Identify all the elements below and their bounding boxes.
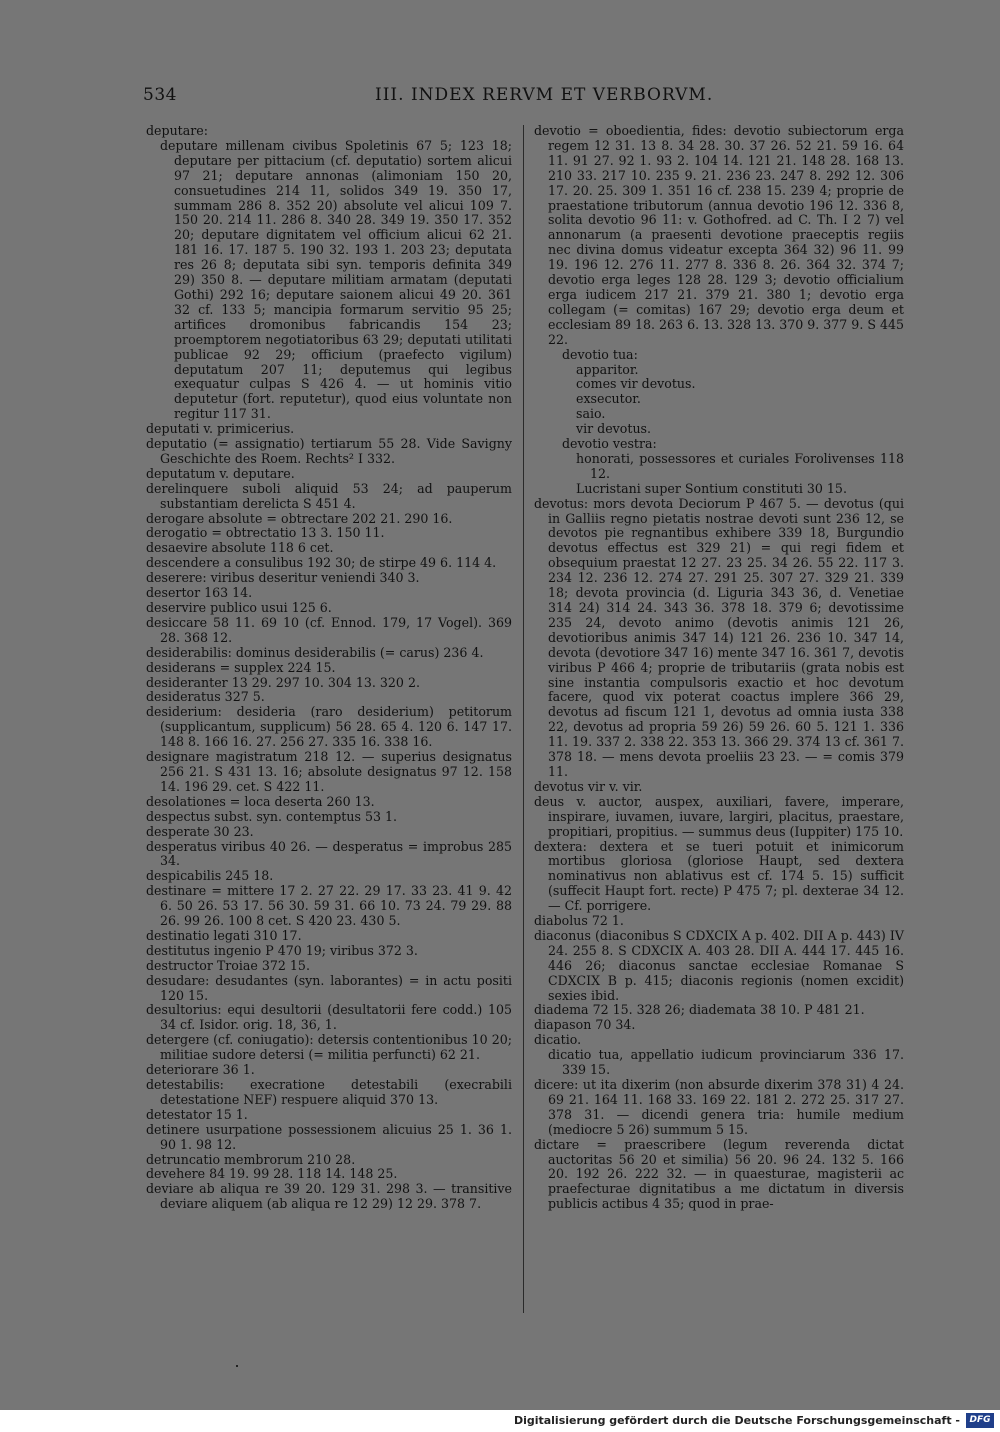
page-header <box>143 85 865 109</box>
index-entry: deviare ab aliqua re 39 20. 129 31. 298 3. — transitive deviare aliquem (ab aliqua re 12 29) 12 29. 378 7. <box>146 1181 512 1212</box>
dfg-logo: DFG <box>966 1413 994 1428</box>
index-entry: devehere 84 19. 99 28. 118 14. 148 25. <box>146 1166 398 1182</box>
index-entry: desiderans = supplex 224 15. <box>146 659 336 675</box>
footer-credit: Digitalisierung gefördert durch die Deutsche Forschungsgemeinschaft - <box>513 1414 960 1427</box>
index-entry: deputare millenam civibus Spoletinis 67 5; 123 18; deputare per pittacium (cf. deputatio) sortem alicui 97 21; deputare annonas (alimoniam 150 20, consuetudines 214 11, solidos 349 19. 350 17, summam 286 8. 352 20) absolute vel alicui 109 7. 150 20. 214 11. 286 8. 340 28. 349 19. 350 17. 352 20; deputare dignitatem vel officium alicui 62 21. 181 16. 17. 187 5. 190 32. 193 1. 203 23; deputata res 26 8; deputata sibi syn. temporis definita 349 29) 350 8. — deputare militiam armatam (deputati Gothi) 292 16; deputare saionem alicui 49 20. 361 32 cf. 133 5; mancipia formarum servitio 95 25; artifices dromonibus fabricandis 154 23; proemptorem negotiatoribus 63 29; deputati utilitati publicae 92 29; officium (praefecto vigilum) deputatum 207 11; deputemus qui legibus exequatur culpas S 426 4. — ut hominis vitio deputetur (fort. reputetur), quod eius voluntate non regitur 117 31. <box>160 137 512 422</box>
index-entry: designare magistratum 218 12. — superius designatus 256 21. S 431 13. 16; absolute designatus 97 12. 158 14. 196 29. cet. S 422 11. <box>146 749 512 794</box>
index-entry: desperate 30 23. <box>146 823 254 839</box>
footer-bar <box>0 1410 1000 1432</box>
index-entry: destitutus ingenio P 470 19; viribus 372 3. <box>146 942 418 958</box>
index-entry: vir devotus. <box>576 421 652 437</box>
index-entry: detinere usurpatione possessionem alicuius 25 1. 36 1. 90 1. 98 12. <box>146 1121 512 1152</box>
index-entry: devotus vir v. vir. <box>534 778 643 794</box>
index-entry: desiccare 58 11. 69 10 (cf. Ennod. 179, 17 Vogel). 369 28. 368 12. <box>146 614 512 645</box>
index-entry: dictare = praescribere (legum reverenda dictat auctoritas 56 20 et similia) 56 20. 96 24. 132 5. 166 20. 192 26. 222 32. — in quaesturae, magisterii ac praefecturae dignitatibus a me dictatum in diversis publicis actibus 4 35; quod in prae- <box>534 1136 904 1212</box>
index-entry: diabolus 72 1. <box>534 913 624 929</box>
index-entry: deputati v. primicerius. <box>146 421 295 437</box>
index-entry: derogatio = obtrectatio 13 3. 150 11. <box>146 525 385 541</box>
index-entry: detestator 15 1. <box>146 1106 248 1122</box>
index-entry: desultorius: equi desultorii (desultatorii fere codd.) 105 34 cf. Isidor. orig. 18, 36, 1. <box>146 1002 512 1033</box>
index-entry: deus v. auctor, auspex, auxiliari, favere, imperare, inspirare, iuvamen, iuvare, largiri, placitus, praestare, propitiari, propitius. — summus deus (Iuppiter) 175 10. <box>534 793 904 839</box>
index-entry: diaconus (diaconibus S CDXCIX A p. 402. DII A p. 443) IV 24. 255 8. S CDXCIX A. 403 28. DII A. 444 17. 445 16. 446 26; diaconus sanctae ecclesiae Romanae S CDXCIX B p. 415; diaconis regionis (nomen excidit) sexies ibid. <box>534 927 904 1003</box>
index-entry: derelinquere suboli aliquid 53 24; ad pauperum substantiam derelicta S 451 4. <box>146 480 512 511</box>
index-entry: desolationes = loca deserta 260 13. <box>146 793 375 809</box>
index-entry: desperatus viribus 40 26. — desperatus = improbus 285 34. <box>146 838 512 869</box>
index-entry: exsecutor. <box>576 391 641 407</box>
index-column-right <box>534 124 904 1212</box>
index-entry: diadema 72 15. 328 26; diademata 38 10. P 481 21. <box>534 1002 865 1018</box>
index-entry: desideranter 13 29. 297 10. 304 13. 320 2. <box>146 674 420 690</box>
index-entry: diapason 70 34. <box>534 1017 636 1033</box>
index-entry: detestabilis: execratione detestabili (execrabili detestatione NEF) respuere aliquid 370 13. <box>146 1077 512 1107</box>
index-entry: desiderium: desideria (raro desiderium) petitorum (supplicantum, supplicum) 56 28. 65 4. 120 6. 147 17. 148 8. 166 16. 27. 256 27. 335 16. 338 16. <box>146 704 512 750</box>
index-entry: dextera: dextera et se tueri potuit et inimicorum mortibus gloriosa (gloriose Haupt, sed dextera nominativus non ablativus est cf. 174 5. 15) sufficit (suffecit Haupt fort. recte) P 475 7; pl. dexterae 34 12. — Cf. porrigere. <box>534 838 904 914</box>
index-entry: desertor 163 14. <box>146 585 253 601</box>
index-entry: derogare absolute = obtrectare 202 21. 290 16. <box>146 510 453 526</box>
index-entry: dicatio tua, appellatio iudicum provinciarum 336 17. 339 15. <box>548 1047 904 1078</box>
index-entry: desaevire absolute 118 6 cet. <box>146 540 334 556</box>
index-entry: devotio = oboedientia, fides: devotio subiectorum erga regem 12 31. 13 8. 34 28. 30. 37 26. 52 21. 59 16. 64 11. 91 27. 92 1. 93 2. 104 14. 121 21. 148 28. 168 13. 210 33. 217 10. 235 9. 21. 236 23. 247 8. 292 12. 306 17. 20. 25. 309 1. 351 16 cf. 238 15. 239 4; proprie de praestatione tributorum (annua devotio 196 12. 336 8, solita devotio 96 11: v. Gothofred. ad C. Th. I 2 7) vel annonarum (a praesenti devotione praeceptis regiis nec divina domus videatur excepta 364 32) 96 11. 99 19. 196 12. 276 11. 277 8. 336 8. 26. 364 32. 374 7; devotio erga leges 128 28. 129 3; devotio officialium erga iudicem 217 21. 379 21. 380 1; devotio erga collegam (= comitas) 167 29; devotio erga deum et ecclesiam 89 18. 263 6. 13. 328 13. 370 9. 377 9. S 445 22. <box>534 123 904 347</box>
index-entry: deputatum v. deputare. <box>146 465 295 481</box>
index-entry: deserere: viribus deseritur veniendi 340 3. <box>146 570 420 586</box>
index-entry: desudare: desudantes (syn. laborantes) = in actu positi 120 15. <box>146 972 512 1003</box>
scan-speck <box>236 1365 238 1367</box>
index-entry: devotio vestra: <box>562 436 657 452</box>
index-entry: detergere (cf. coniugatio): detersis contentionibus 10 20; militiae sudore detersi (= militia perfuncti) 62 21. <box>146 1032 512 1063</box>
index-entry: destructor Troiae 372 15. <box>146 957 310 973</box>
running-title: III. INDEX RERVM ET VERBORVM. <box>375 85 714 105</box>
index-entry: detruncatio membrorum 210 28. <box>146 1151 356 1167</box>
index-entry: destinatio legati 310 17. <box>146 927 302 943</box>
index-entry: destinare = mittere 17 2. 27 22. 29 17. 33 23. 41 9. 42 6. 50 26. 53 17. 56 30. 59 31. 66 10. 73 24. 79 29. 88 26. 99 26. 100 8 cet. S 420 23. 430 5. <box>146 883 512 929</box>
index-entry: devotus: mors devota Deciorum P 467 5. — devotus (qui in Galliis regno pietatis nostrae devoti sunt 236 12, se devotos pie regnantibus exhibere 339 18, Burgundio devotus effectus est 329 21) = qui regi fidem et obsequium praestat 12 27. 23 25. 34 26. 55 22. 117 3. 234 12. 236 12. 274 27. 291 25. 307 27. 329 21. 339 18; devota provincia (d. Liguria 343 36, d. Venetiae 314 24) 314 24. 343 36. 378 18. 379 6; devotissime 235 24, devoto animo (devotis animis 121 26, devotioribus animis 347 14) 121 26. 236 10. 347 14, devota (devotiore 347 16) mente 347 16. 361 7, devotis viribus P 466 4; proprie de tributariis (grata nobis est sine instantia compulsoris exactio et hoc devotum facere, quod vix poterat coactus implere 366 29, devotus ad fiscum 121 1, devotus ad omnia iusta 338 22, devotus ad propria 59 26) 59 26. 60 5. 121 1. 336 11. 19. 337 2. 338 22. 353 13. 366 29. 374 13 cf. 361 7. 378 18. — mens devota proeliis 23 23. — = comis 379 11. <box>534 495 904 779</box>
page-number: 534 <box>143 85 177 105</box>
index-entry: deservire publico usui 125 6. <box>146 600 332 615</box>
index-entry: apparitor. <box>576 361 639 377</box>
index-entry: devotio tua: <box>562 346 638 362</box>
column-divider <box>523 125 524 1313</box>
index-entry: Lucristani super Sontium constituti 30 15. <box>576 480 847 496</box>
index-entry: deteriorare 36 1. <box>146 1062 255 1078</box>
index-entry: dicere: ut ita dixerim (non absurde dixerim 378 31) 4 24. 69 21. 164 11. 168 33. 169 22. 181 2. 272 25. 317 27. 378 31. — dicendi genera tria: humile medium (mediocre 5 26) summum 5 15. <box>534 1077 904 1137</box>
index-entry: despectus subst. syn. contemptus 53 1. <box>146 808 397 824</box>
index-entry: deputare: <box>146 123 208 138</box>
index-entry: honorati, possessores et curiales Forolivenses 118 12. <box>576 450 904 481</box>
index-entry: deputatio (= assignatio) tertiarum 55 28. Vide Savigny Geschichte des Roem. Rechts² I 332. <box>146 436 512 466</box>
index-entry: comes vir devotus. <box>576 376 696 392</box>
index-entry: desiderabilis: dominus desiderabilis (= carus) 236 4. <box>146 644 484 660</box>
index-entry: dicatio. <box>534 1032 582 1048</box>
index-entry: despicabilis 245 18. <box>146 868 274 884</box>
index-entry: saio. <box>576 406 606 422</box>
index-entry: desideratus 327 5. <box>146 689 265 705</box>
index-entry: descendere a consulibus 192 30; de stirpe 49 6. 114 4. <box>146 555 497 571</box>
index-column-left <box>146 124 512 1212</box>
